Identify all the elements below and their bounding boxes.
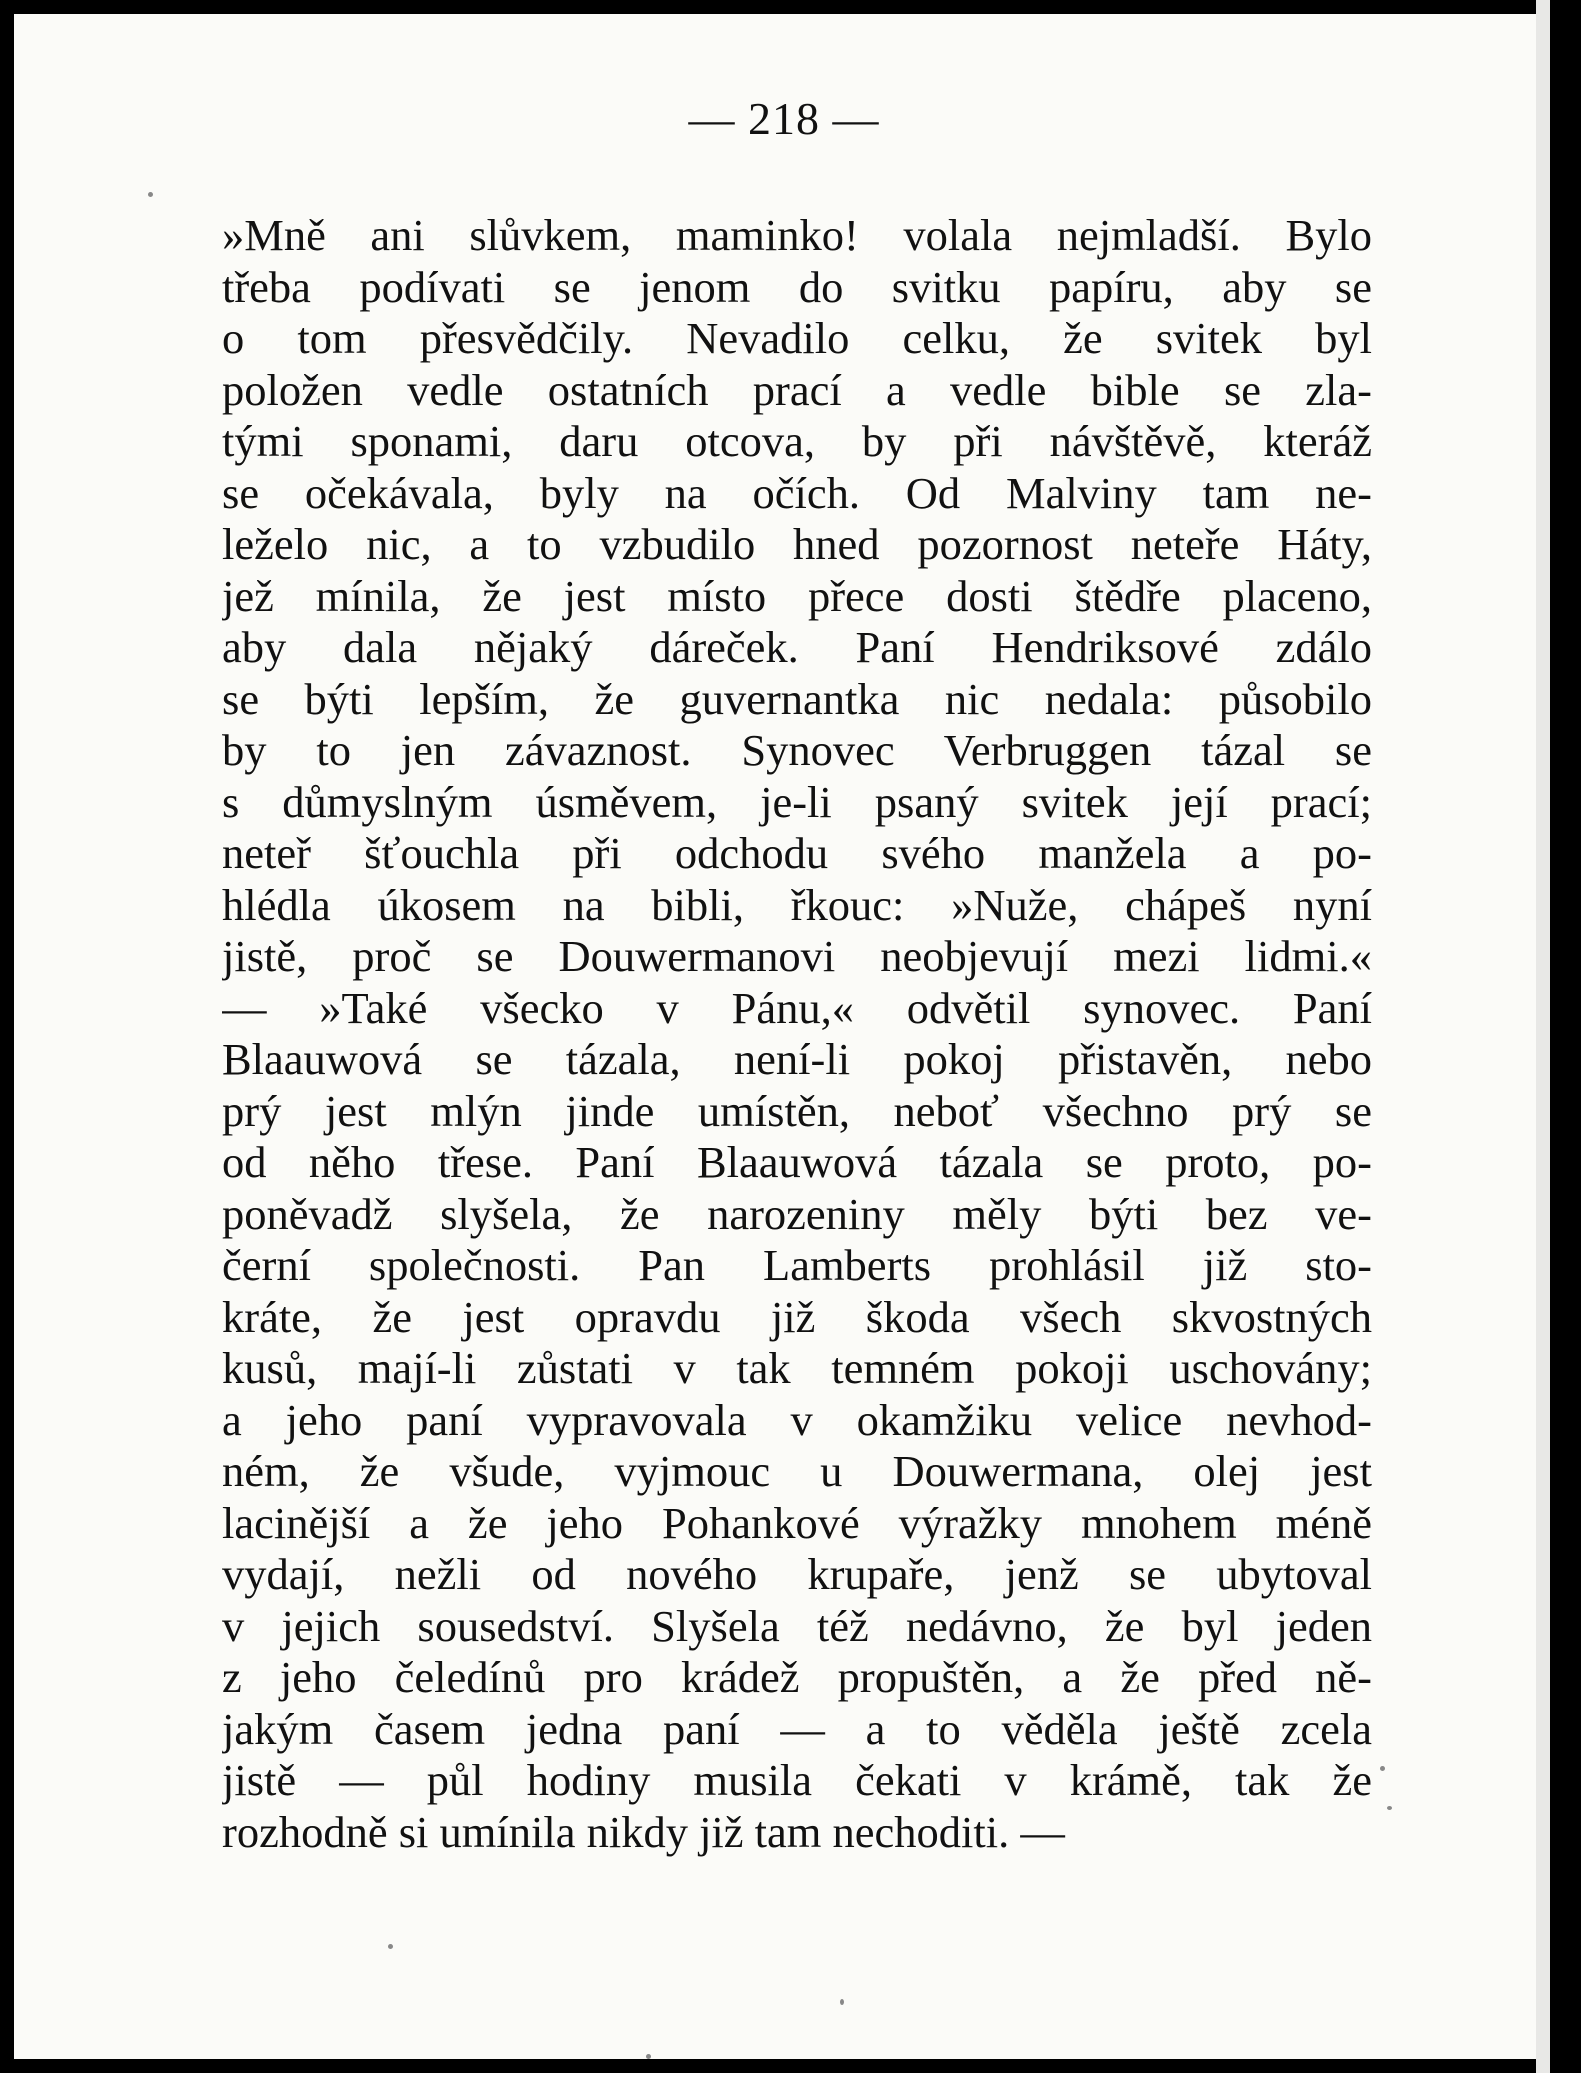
text-line: jistě, proč se Douwermanovi neobjevují mezi lidmi.«: [222, 931, 1372, 981]
scan-speck: [646, 2054, 651, 2059]
scan-speck: [148, 192, 153, 197]
page-edge: [1536, 0, 1550, 2073]
book-page: [14, 14, 1536, 2059]
text-line: Blaauwová se tázala, není-li pokoj přistavěn, nebo: [222, 1034, 1372, 1084]
text-line: se býti lepším, že guvernantka nic nedala: působilo: [222, 673, 1372, 724]
text-line: prý jest mlýn jinde umístěn, neboť všechno prý se: [222, 1085, 1372, 1136]
text-line: — »Také všecko v Pánu,« odvětil synovec. Paní: [222, 982, 1372, 1033]
page-number: — 218 —: [688, 93, 880, 144]
text-line: v jejich sousedství. Slyšela též nedávno, že byl jeden: [222, 1600, 1372, 1651]
scan-speck: [840, 1999, 844, 2005]
text-line: aby dala nějaký dáreček. Paní Hendriksové zdálo: [222, 622, 1372, 672]
scan-speck: [1380, 1766, 1385, 1771]
body-text: [222, 210, 1372, 1858]
text-line: jakým časem jedna paní — a to věděla ještě zcela: [222, 1703, 1372, 1754]
text-line: kusů, mají-li zůstati v tak temném pokoji uschovány;: [222, 1343, 1372, 1393]
text-line: hlédla úkosem na bibli, řkouc: »Nuže, chápeš nyní: [222, 879, 1372, 930]
text-line: leželo nic, a to vzbudilo hned pozornost neteře Háty,: [222, 519, 1372, 569]
text-line: by to jen závaznost. Synovec Verbruggen tázal se: [222, 725, 1372, 775]
scan-speck: [1387, 1806, 1392, 1810]
text-line: »Mně ani slůvkem, maminko! volala nejmladší. Bylo: [222, 210, 1372, 260]
text-line: rozhodně si umínila nikdy již tam nechoditi. —: [222, 1806, 1065, 1857]
text-line: kráte, že jest opravdu již škoda všech skvostných: [222, 1291, 1372, 1342]
text-line: a jeho paní vypravovala v okamžiku velice nevhod-: [222, 1394, 1372, 1445]
text-line: s důmyslným úsměvem, je-li psaný svitek její prací;: [222, 776, 1372, 827]
text-line: neteř šťouchla při odchodu svého manžela a po-: [222, 828, 1372, 878]
text-line: se očekávala, byly na očích. Od Malviny tam ne-: [222, 467, 1372, 518]
text-line: ném, že všude, vyjmouc u Douwermana, olej jest: [222, 1446, 1372, 1496]
text-line: vydají, nežli od nového krupaře, jenž se ubytoval: [222, 1549, 1372, 1599]
text-line: jistě — půl hodiny musila čekati v krámě, tak že: [222, 1755, 1372, 1805]
text-line: třeba podívati se jenom do svitku papíru, aby se: [222, 261, 1372, 312]
text-line: lacinější a že jeho Pohankové výražky mnohem méně: [222, 1497, 1372, 1548]
text-line: jež mínila, že jest místo přece dosti štědře placeno,: [222, 570, 1372, 621]
text-line: o tom přesvědčily. Nevadilo celku, že svitek byl: [222, 313, 1372, 363]
text-line: položen vedle ostatních prací a vedle bible se zla-: [222, 364, 1372, 415]
text-line: poněvadž slyšela, že narozeniny měly býti bez ve-: [222, 1188, 1372, 1239]
text-line: z jeho čeledínů pro krádež propuštěn, a že před ně-: [222, 1652, 1372, 1702]
scan-speck: [388, 1944, 393, 1949]
text-line: černí společnosti. Pan Lamberts prohlásil již sto-: [222, 1240, 1372, 1290]
text-line: od něho třese. Paní Blaauwová tázala se proto, po-: [222, 1137, 1372, 1187]
text-line: tými sponami, daru otcova, by při návštěvě, kteráž: [222, 416, 1372, 466]
